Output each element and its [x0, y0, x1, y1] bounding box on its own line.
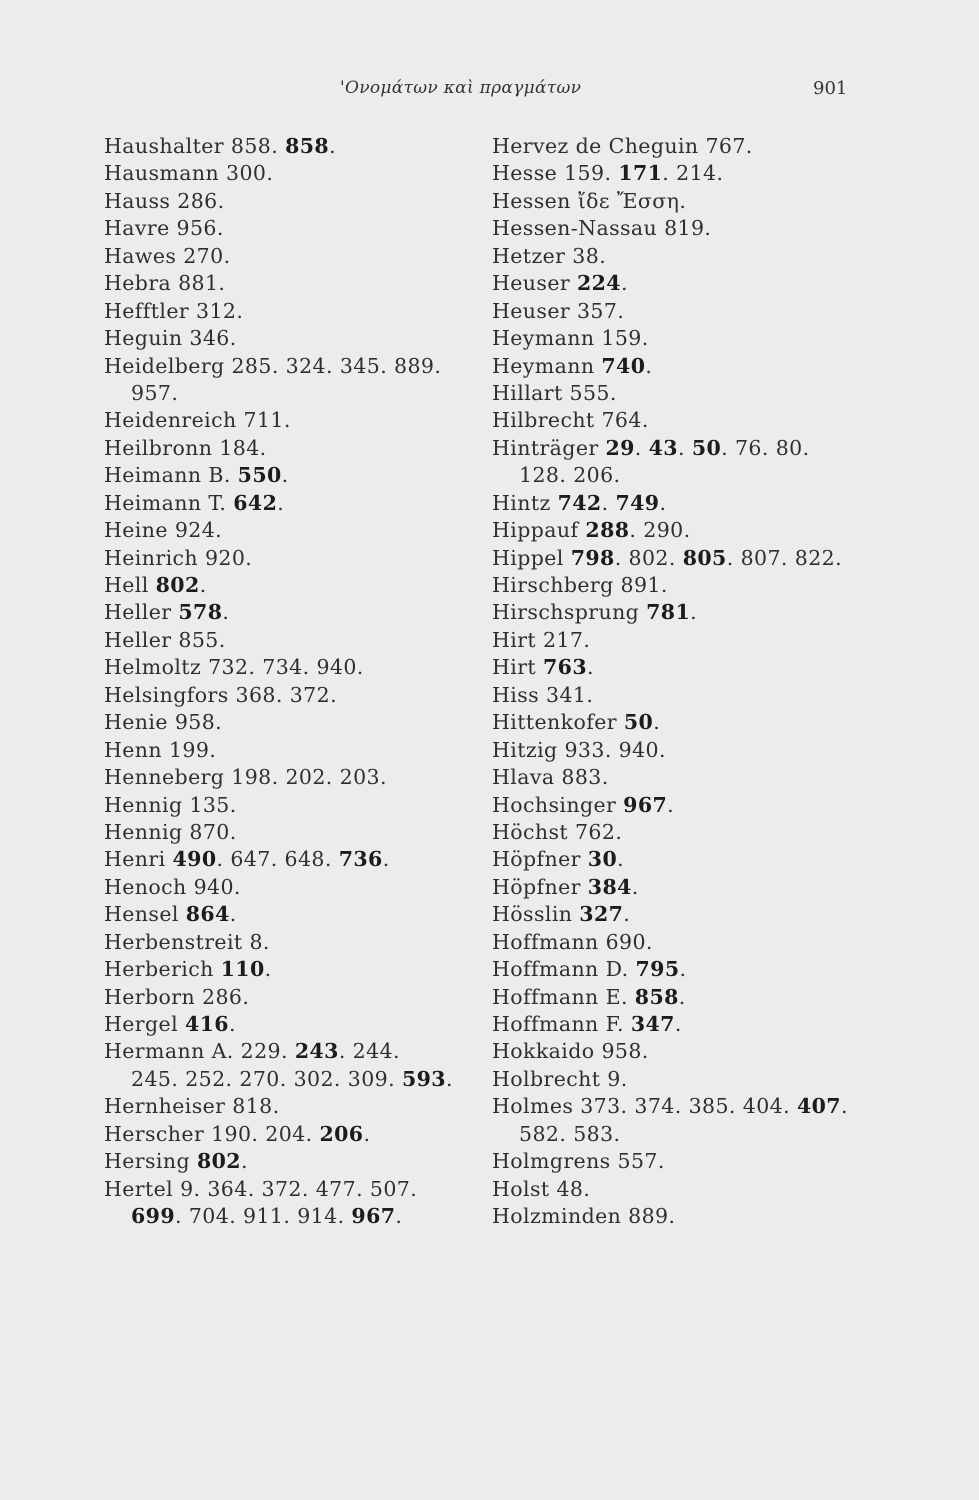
- entry-name: Henri: [104, 847, 173, 872]
- page-ref-bold: 802: [196, 1149, 241, 1174]
- page-ref: 704: [188, 1204, 230, 1229]
- page-header: [0, 74, 979, 104]
- page-ref: 940: [316, 655, 357, 680]
- page-ref: 582: [519, 1121, 560, 1146]
- page-ref: 762: [574, 819, 616, 844]
- page-ref-bold: 740: [601, 353, 646, 378]
- page-ref: 204: [265, 1121, 306, 1146]
- page-ref-bold: 749: [615, 490, 660, 515]
- page-ref: 357: [576, 298, 618, 323]
- entry-name: Hetzer: [492, 243, 573, 268]
- index-entry: Henn 199.: [104, 737, 217, 762]
- page-ref-bold: 416: [184, 1012, 229, 1036]
- entry-name: Herbenstreit: [104, 929, 250, 954]
- page-ref: 245: [131, 1066, 172, 1091]
- index-entry: Haushalter 858. 858.: [104, 134, 336, 158]
- page-ref-bold: 550: [237, 463, 282, 488]
- index-entry-continuation: 699. 704. 911. 914. 967.: [131, 1204, 403, 1229]
- entry-name: Hell: [104, 573, 156, 597]
- page-ref: 924: [174, 518, 216, 543]
- page-ref: 9: [607, 1066, 621, 1091]
- page-ref: 159: [601, 326, 642, 351]
- page-ref: 958: [174, 710, 216, 735]
- page-ref: 285: [231, 353, 272, 378]
- entry-name: Hirschsprung: [492, 600, 647, 625]
- entry-name: Hilbrecht: [492, 408, 602, 433]
- page-ref-bold: 490: [172, 847, 217, 872]
- page-ref: 202: [285, 765, 326, 790]
- entry-name: Heinrich: [104, 545, 205, 570]
- index-entry: Hefftler 312.: [104, 298, 244, 323]
- entry-name: Henneberg: [104, 765, 232, 790]
- page-ref-bold: 593: [401, 1066, 446, 1091]
- page-ref: 507: [369, 1176, 411, 1201]
- page-ref: 956: [176, 216, 217, 241]
- entry-name: Holzminden: [492, 1204, 629, 1229]
- entry-name: Helsingfors: [104, 682, 236, 707]
- index-entry: Hösslin 327.: [492, 902, 631, 927]
- page-ref: 648: [284, 847, 325, 872]
- page-ref: 914: [297, 1204, 338, 1229]
- page-ref: 48: [556, 1176, 584, 1201]
- page-ref: 190: [211, 1121, 252, 1146]
- page-ref-bold: 858: [285, 134, 330, 158]
- entry-name: Heuser: [492, 298, 577, 323]
- page-ref-bold: 288: [585, 518, 630, 543]
- entry-name: Hoffmann E.: [492, 984, 635, 1009]
- page-ref-bold: 795: [635, 957, 680, 982]
- entry-name: Hebra: [104, 271, 179, 296]
- page-ref: 855: [178, 627, 219, 652]
- index-entry: Heller 578.: [104, 600, 230, 625]
- page-ref: 920: [204, 545, 246, 570]
- index-entry: Henneberg 198. 202. 203.: [104, 765, 387, 790]
- entry-name: Hoffmann: [492, 929, 606, 954]
- page-ref: 404: [742, 1094, 784, 1119]
- index-entry: Heymann 159.: [492, 326, 649, 351]
- page-ref-bold: 742: [557, 490, 602, 515]
- page-ref-bold: 171: [618, 161, 663, 186]
- page-ref: 300: [226, 161, 267, 186]
- index-entry: Helsingfors 368. 372.: [104, 682, 337, 707]
- page-ref: 312: [196, 298, 237, 323]
- entry-name: Hitzig: [492, 737, 565, 762]
- page-ref: 889: [628, 1204, 669, 1229]
- entry-name: Hesse: [492, 161, 565, 186]
- entry-name: Holbrecht: [492, 1066, 608, 1091]
- page-ref: 819: [664, 216, 705, 241]
- entry-name: Hokkaido: [492, 1039, 602, 1064]
- page-ref: 128: [519, 463, 560, 488]
- index-entry: Hirt 217.: [492, 627, 591, 652]
- page-ref-bold: 384: [587, 874, 632, 899]
- page-ref: 159: [564, 161, 605, 186]
- page-ref-bold: 50: [623, 710, 654, 735]
- page-ref-bold: 781: [646, 600, 691, 625]
- page-ref: 911: [243, 1204, 284, 1229]
- page-ref: 286: [177, 188, 218, 213]
- index-entry: Holbrecht 9.: [492, 1066, 628, 1091]
- page-ref: 244: [352, 1039, 394, 1064]
- page-ref: 368: [235, 682, 276, 707]
- index-entry: Hoffmann 690.: [492, 929, 653, 954]
- index-entry: Heguin 346.: [104, 326, 237, 351]
- page-ref-bold: 967: [623, 792, 668, 817]
- page-ref: 891: [620, 573, 661, 597]
- index-entry: Heidelberg 285. 324. 345. 889.: [104, 353, 442, 378]
- entry-name: Havre: [104, 216, 177, 241]
- page-ref-bold: 805: [682, 545, 727, 570]
- page-ref: 583: [573, 1121, 614, 1146]
- index-entry: Höchst 762.: [492, 819, 623, 844]
- index-entry: Heimann B. 550.: [104, 463, 289, 488]
- page-ref: 858: [230, 134, 272, 158]
- index-entry: Heimann T. 642.: [104, 490, 285, 515]
- index-entry: Hippauf 288. 290.: [492, 518, 691, 543]
- entry-name: Heine: [104, 518, 175, 543]
- entry-name: Hirt: [492, 627, 543, 652]
- page-ref-bold: 29: [605, 435, 635, 460]
- page-number: 901: [813, 78, 848, 99]
- index-entry: Hokkaido 958.: [492, 1039, 649, 1064]
- entry-name: Herscher: [104, 1121, 212, 1146]
- page-ref: 818: [232, 1094, 273, 1119]
- index-entry: Heuser 357.: [492, 298, 625, 323]
- entry-name: Hertel: [104, 1176, 181, 1201]
- page-ref: 958: [601, 1039, 642, 1064]
- index-entry: Hessen-Nassau 819.: [492, 216, 712, 241]
- entry-name: Hawes: [104, 243, 184, 268]
- index-entry: Hervez de Cheguin 767.: [492, 134, 753, 158]
- page-ref-bold: 43: [648, 435, 678, 460]
- index-entry: Herborn 286.: [104, 984, 250, 1009]
- page-ref-bold: 578: [178, 600, 223, 625]
- index-entry: Hebra 881.: [104, 271, 226, 296]
- entry-name: Hippel: [492, 545, 571, 570]
- entry-name: Hessen-Nassau: [492, 216, 665, 241]
- page-ref-bold: 858: [634, 984, 679, 1009]
- page-ref: 802: [628, 545, 669, 570]
- index-entry-continuation: 128. 206.: [519, 463, 621, 488]
- index-entry: Herberich 110.: [104, 957, 272, 982]
- entry-name: Hessen ἴδε Ἔσση.: [492, 188, 687, 213]
- page-ref-bold: 736: [338, 847, 383, 872]
- index-column-right: [492, 133, 872, 1231]
- page-ref: 252: [185, 1066, 226, 1091]
- index-entry: Heymann 740.: [492, 353, 653, 378]
- index-entry: Hersing 802.: [104, 1149, 248, 1174]
- entry-name: Hinträger: [492, 435, 606, 460]
- entry-name: Höpfner: [492, 874, 588, 899]
- index-entry: Höpfner 30.: [492, 847, 625, 872]
- page-ref: 940: [618, 737, 659, 762]
- entry-name: Hoffmann D.: [492, 957, 636, 982]
- page-ref: 229: [240, 1039, 281, 1064]
- entry-name: Henoch: [104, 874, 194, 899]
- page-ref-bold: 347: [630, 1012, 675, 1036]
- index-entry: Havre 956.: [104, 216, 224, 241]
- page-ref: 206: [573, 463, 614, 488]
- index-entry: Hiss 341.: [492, 682, 594, 707]
- page-ref: 184: [219, 435, 260, 460]
- entry-name: Heuser: [492, 271, 577, 296]
- page-ref: 555: [569, 380, 610, 405]
- page-ref: 198: [231, 765, 272, 790]
- entry-name: Heilbronn: [104, 435, 220, 460]
- page-ref: 345: [339, 353, 381, 378]
- page-ref-bold: 802: [155, 573, 200, 597]
- page-ref-bold: 763: [543, 655, 587, 680]
- entry-name: Hirschberg: [492, 573, 621, 597]
- index-entry-continuation: 582. 583.: [519, 1121, 621, 1146]
- page-ref-bold: 110: [220, 957, 265, 982]
- running-title: 'Ονομάτων καὶ πραγμάτων: [340, 78, 582, 98]
- page-ref-bold: 243: [294, 1039, 339, 1064]
- page-ref: 290: [643, 518, 684, 543]
- page-ref-bold: 327: [579, 902, 624, 927]
- page-ref: 764: [601, 408, 642, 433]
- index-entry: Hennig 870.: [104, 819, 237, 844]
- entry-name: Hergel: [104, 1012, 185, 1036]
- index-entry: Heine 924.: [104, 518, 223, 543]
- page-ref: 372: [289, 682, 331, 707]
- page-ref: 647: [230, 847, 271, 872]
- entry-name: Holmgrens: [492, 1149, 618, 1174]
- index-entry: Hausmann 300.: [104, 161, 274, 186]
- page-ref: 734: [262, 655, 303, 680]
- entry-name: Heguin: [104, 326, 190, 351]
- index-entry: Hochsinger 967.: [492, 792, 675, 817]
- index-entry: Heuser 224.: [492, 271, 628, 296]
- page-ref: 373: [580, 1094, 621, 1119]
- page-ref: 385: [688, 1094, 729, 1119]
- entry-name: Hauss: [104, 188, 178, 213]
- entry-name: Hefftler: [104, 298, 197, 323]
- page-ref: 346: [189, 326, 230, 351]
- index-entry: Hensel 864.: [104, 902, 237, 927]
- index-entry: Hergel 416.: [104, 1012, 236, 1036]
- index-entry: Hlava 883.: [492, 765, 609, 790]
- page-ref: 881: [178, 271, 219, 296]
- index-entry: Henie 958.: [104, 710, 223, 735]
- page-ref: 341: [546, 682, 587, 707]
- entry-name: Heimann T.: [104, 490, 234, 515]
- index-entry: Heilbronn 184.: [104, 435, 267, 460]
- page-ref-bold: 50: [691, 435, 722, 460]
- index-entry: Helmoltz 732. 734. 940.: [104, 655, 364, 680]
- page-ref: 309: [347, 1066, 389, 1091]
- index-entry: Holmgrens 557.: [492, 1149, 665, 1174]
- entry-name: Hersing: [104, 1149, 197, 1174]
- index-entry: Holzminden 889.: [492, 1204, 676, 1229]
- index-entry: Hintz 742. 749.: [492, 490, 667, 515]
- index-entry: Hesse 159. 171. 214.: [492, 161, 724, 186]
- index-entry: Hittenkofer 50.: [492, 710, 661, 735]
- entry-name: Hennig: [104, 819, 190, 844]
- page-ref: 889: [394, 353, 435, 378]
- entry-name: Holmes: [492, 1094, 581, 1119]
- page-ref: 324: [285, 353, 327, 378]
- entry-name: Hernheiser: [104, 1094, 233, 1119]
- page-ref-bold: 699: [131, 1204, 175, 1229]
- index-entry: Herscher 190. 204. 206.: [104, 1121, 371, 1146]
- entry-name: Hiss: [492, 682, 546, 707]
- page-ref-bold: 798: [570, 545, 615, 570]
- entry-name: Herberich: [104, 957, 221, 982]
- index-entry: Holmes 373. 374. 385. 404. 407.: [492, 1094, 848, 1119]
- entry-name: Höchst: [492, 819, 575, 844]
- index-entry: Heinrich 920.: [104, 545, 253, 570]
- entry-name: Heymann: [492, 326, 602, 351]
- page-ref: 80: [775, 435, 803, 460]
- index-entry: Hilbrecht 764.: [492, 408, 649, 433]
- entry-name: Hirt: [492, 655, 543, 680]
- page-ref: 477: [315, 1176, 357, 1201]
- entry-name: Hervez de Cheguin: [492, 134, 706, 158]
- index-entry: Hertel 9. 364. 372. 477. 507.: [104, 1176, 418, 1201]
- page-ref-bold: 224: [576, 271, 621, 296]
- entry-name: Hoffmann F.: [492, 1012, 631, 1036]
- page-ref-bold: 30: [587, 847, 618, 872]
- index-entry: Hippel 798. 802. 805. 807. 822.: [492, 545, 843, 570]
- index-entry: Hoffmann F. 347.: [492, 1012, 682, 1036]
- entry-name: Hittenkofer: [492, 710, 624, 735]
- page-ref: 711: [243, 408, 284, 433]
- entry-name: Hausmann: [104, 161, 227, 186]
- index-entry: Hetzer 38.: [492, 243, 607, 268]
- index-entry: Heidenreich 711.: [104, 408, 291, 433]
- index-entry: Hitzig 933. 940.: [492, 737, 666, 762]
- page-ref: 557: [617, 1149, 658, 1174]
- index-entry: Holst 48.: [492, 1176, 591, 1201]
- index-entry: Hoffmann E. 858.: [492, 984, 686, 1009]
- entry-name: Henie: [104, 710, 175, 735]
- index-column-left: [104, 133, 474, 1231]
- page-ref: 76: [734, 435, 762, 460]
- index-entry: Hermann A. 229. 243. 244.: [104, 1039, 400, 1064]
- index-entry: Henoch 940.: [104, 874, 241, 899]
- index-entry: Höpfner 384.: [492, 874, 639, 899]
- entry-name: Heimann B.: [104, 463, 238, 488]
- page-ref: 286: [202, 984, 243, 1009]
- page-ref-bold: 407: [796, 1094, 841, 1119]
- page-ref-bold: 642: [233, 490, 278, 515]
- page-ref: 690: [605, 929, 646, 954]
- entry-name: Heymann: [492, 353, 602, 378]
- entry-name: Hintz: [492, 490, 558, 515]
- page-ref: 870: [189, 819, 230, 844]
- page-ref: 883: [561, 765, 602, 790]
- page-ref: 767: [705, 134, 746, 158]
- page-ref: 364: [207, 1176, 248, 1201]
- page-ref: 135: [189, 792, 230, 817]
- index-entry: Hirt 763.: [492, 655, 594, 680]
- page-ref-bold: 967: [351, 1204, 396, 1229]
- index-entry: [492, 188, 872, 215]
- page-ref: 199: [168, 737, 210, 762]
- entry-name: Hermann A.: [104, 1039, 241, 1064]
- index-entry-continuation: 245. 252. 270. 302. 309. 593.: [131, 1066, 453, 1091]
- index-entry: Heller 855.: [104, 627, 226, 652]
- index-entry: Henri 490. 647. 648. 736.: [104, 847, 390, 872]
- page-ref: 732: [208, 655, 249, 680]
- index-entry: Hillart 555.: [492, 380, 617, 405]
- page-ref: 214: [676, 161, 717, 186]
- index-entry: Hoffmann D. 795.: [492, 957, 687, 982]
- index-entry: Hirschsprung 781.: [492, 600, 698, 625]
- page-ref: 807: [740, 545, 781, 570]
- page-ref: 270: [239, 1066, 280, 1091]
- page-ref: 38: [572, 243, 600, 268]
- page-ref: 372: [261, 1176, 302, 1201]
- entry-name: Hennig: [104, 792, 190, 817]
- entry-name: Höpfner: [492, 847, 588, 872]
- entry-name: Holst: [492, 1176, 557, 1201]
- entry-name: Hochsinger: [492, 792, 624, 817]
- page-ref: 270: [183, 243, 224, 268]
- entry-name: Hillart: [492, 380, 570, 405]
- index-entry: Hirschberg 891.: [492, 573, 668, 597]
- index-entry: Hinträger 29. 43. 50. 76. 80.: [492, 435, 810, 460]
- page-ref: 203: [339, 765, 380, 790]
- index-entry: Hell 802.: [104, 573, 207, 597]
- index-entry-continuation: 957.: [131, 380, 179, 405]
- entry-name: Herborn: [104, 984, 202, 1009]
- page-ref-bold: 864: [185, 902, 230, 927]
- entry-name: Hlava: [492, 765, 562, 790]
- page-ref-bold: 206: [319, 1121, 364, 1146]
- page-ref: 822: [794, 545, 836, 570]
- entry-name: Heidelberg: [104, 353, 232, 378]
- page-ref: 374: [634, 1094, 675, 1119]
- index-entry: Hennig 135.: [104, 792, 237, 817]
- page-ref: 957: [131, 380, 172, 405]
- page-ref: 8: [249, 929, 263, 954]
- page-ref: 9: [180, 1176, 194, 1201]
- entry-name: Heidenreich: [104, 408, 244, 433]
- index-entry: Hawes 270.: [104, 243, 231, 268]
- index-entry: Hauss 286.: [104, 188, 225, 213]
- entry-name: Hensel: [104, 902, 186, 927]
- entry-name: Henn: [104, 737, 169, 762]
- entry-name: Haushalter: [104, 134, 231, 158]
- page-ref: 217: [543, 627, 584, 652]
- entry-name: Hippauf: [492, 518, 586, 543]
- entry-name: Helmoltz: [104, 655, 209, 680]
- entry-name: Heller: [104, 627, 179, 652]
- page-ref: 302: [293, 1066, 334, 1091]
- index-entry: Hernheiser 818.: [104, 1094, 280, 1119]
- page-ref: 933: [564, 737, 605, 762]
- entry-name: Heller: [104, 600, 179, 625]
- index-entry: Herbenstreit 8.: [104, 929, 270, 954]
- page-ref: 940: [193, 874, 234, 899]
- entry-name: Hösslin: [492, 902, 580, 927]
